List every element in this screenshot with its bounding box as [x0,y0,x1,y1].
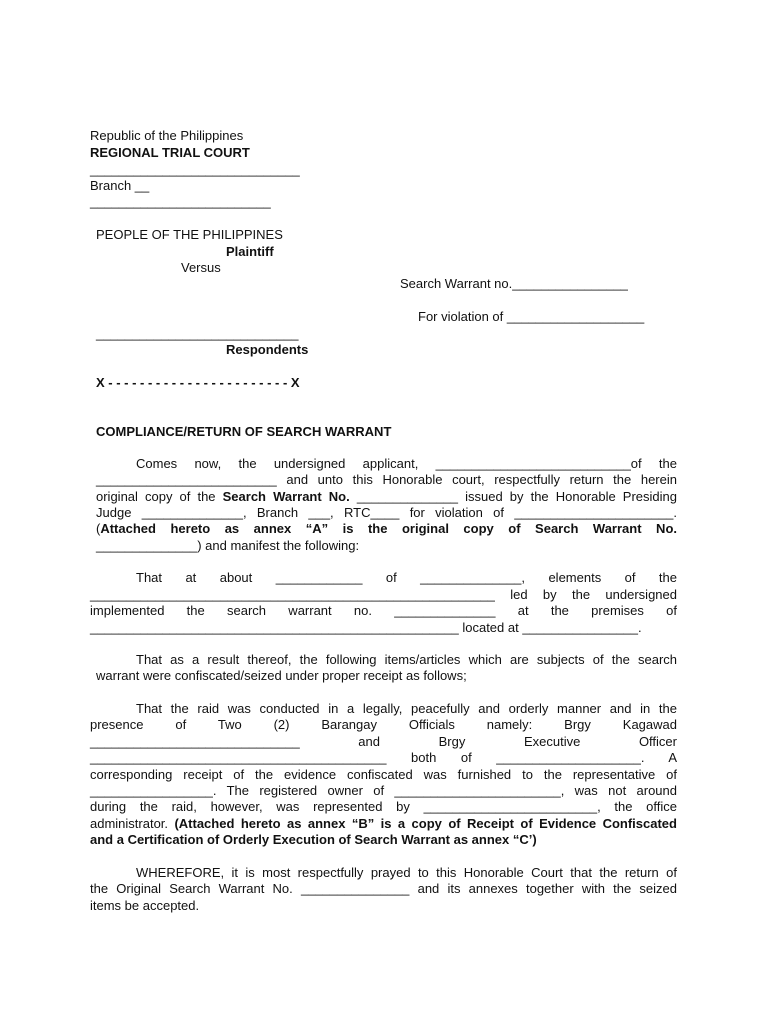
para1-line6: ______________) and manifest the following: [96,538,360,553]
para4-line7: during the raid, however, was represented by ________________________, the office [90,799,677,814]
para5-line1: WHEREFORE, it is most respectfully prayed to this Honorable Court that the return of [136,865,677,880]
caption-versus: Versus [181,260,221,275]
caption-search-warrant-no: Search Warrant no.________________ [400,276,628,291]
para1-line2: _________________________ and unto this Honorable court, respectfully return the herein [96,472,677,487]
para3-line2: warrant were confiscated/seized under proper receipt as follows; [96,668,467,683]
para4-line5: corresponding receipt of the evidence confiscated was furnished to the representative of [90,767,677,782]
header-blank-line-2: _________________________ [90,194,271,209]
para4-line2: presence of Two (2) Barangay Officials namely: Brgy Kagawad [90,717,677,732]
header-court: REGIONAL TRIAL COURT [90,145,250,160]
para2-line2: ________________________________________________________ led by the undersigned [90,587,677,602]
header-branch: Branch __ [90,178,150,193]
para4-line1: That the raid was conducted in a legally, peacefully and orderly manner and in the [136,701,677,716]
para4-line3: _____________________________ and Brgy Executive Officer [90,734,677,749]
para4-line6: _________________. The registered owner of _______________________, was not around [90,783,677,798]
caption-plaintiff: Plaintiff [226,244,274,259]
caption-separator: X - - - - - - - - - - - - - - - - - - - - - - - X [96,375,300,390]
para1-line1: Comes now, the undersigned applicant, ___________________________of the [136,456,677,471]
para5-line3: items be accepted. [90,898,200,913]
para2-line1: That at about ____________ of ______________, elements of the [136,570,677,585]
caption-respondents: Respondents [226,342,309,357]
caption-respondents-blank: ____________________________ [96,326,299,341]
para1-line3: original copy of the Search Warrant No. ______________ issued by the Honorable Presiding [96,489,678,504]
para4-line8: administrator. (Attached hereto as annex “B” is a copy of Receipt of Evidence Confiscated [90,816,677,831]
para4-line9: and a Certification of Orderly Execution of Search Warrant as annex “C’) [90,832,537,847]
para4-line4: _________________________________________ both of ____________________. A [90,750,677,765]
document-title: COMPLIANCE/RETURN OF SEARCH WARRANT [96,424,392,439]
header-blank-line: _____________________________ [90,162,300,177]
para1-line4: Judge ______________, Branch ___, RTC____ for violation of ______________________. [96,505,677,520]
para2-line4: ___________________________________________________ located at ________________. [90,620,642,635]
header-republic: Republic of the Philippines [90,128,244,143]
caption-for-violation: For violation of ___________________ [418,309,645,324]
para2-line3: implemented the search warrant no. ______________ at the premises of [90,603,677,618]
para1-line5: (Attached hereto as annex “A” is the original copy of Search Warrant No. [96,521,677,536]
para5-line2: the Original Search Warrant No. _______________ and its annexes together with the seized [90,881,677,896]
caption-people: PEOPLE OF THE PHILIPPINES [96,227,283,242]
para3-line1: That as a result thereof, the following items/articles which are subjects of the search [136,652,677,667]
